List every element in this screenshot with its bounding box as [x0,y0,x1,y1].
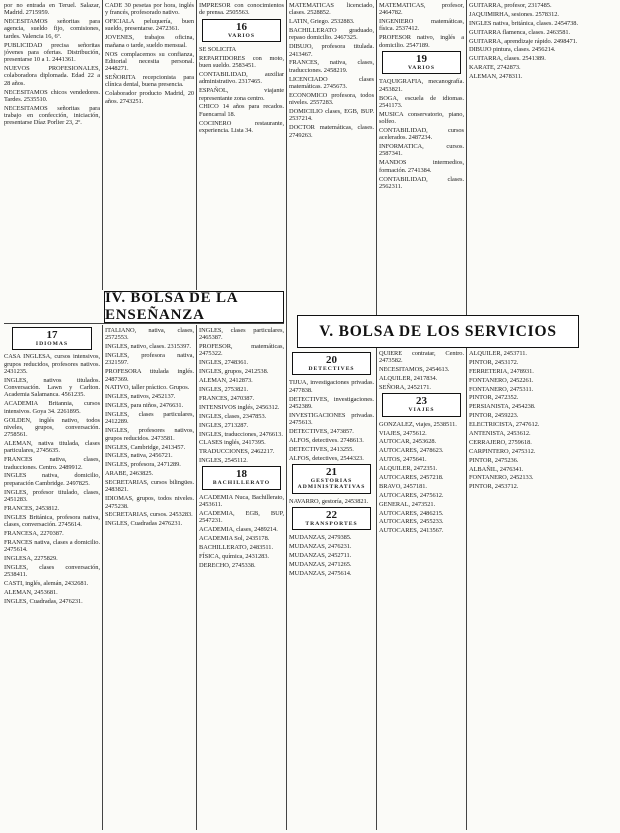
classified-ad: CHICO 14 años para recados. Fuencarral 18. [199,103,284,118]
classified-ad: CARPINTERO, 2475312. [469,447,536,455]
classified-ad: INGLES, Cuadradas 2476231. [105,520,183,528]
column-rule [466,0,467,830]
classified-ad: DETECTIVES, investigaciones. 2452389. [289,395,374,410]
section-title: GESTORIAS ADMINISTRATIVAS [297,477,366,491]
classified-ad: AUTOCAR, 2453628. [379,438,437,446]
classified-ad: AUTOCARES, 2478623. [379,447,444,455]
classified-ad: FONTANERO, 2452261. [469,376,534,384]
servicios-column-5 [379,350,464,830]
classified-ad: NAVARRO, gestoría, 2453821. [289,497,369,505]
classified-ad: GOLDEN, inglés nativo, todos niveles, grupos, conversación. 2758561. [4,416,100,439]
classified-ad: INGLES, 2753821. [199,386,249,394]
classified-ad: PINTOR, 2459223. [469,412,519,420]
classified-ad: INGLES, traducciones, 2476613. [199,430,283,438]
top-column-3 [199,2,284,288]
classified-ad: INGLES Británica, profesora nativa, clases, conversación. 2745614. [4,513,100,528]
section-number: 21 [326,465,337,478]
classified-ad: CADE 30 pesetas por hora, inglés y francés, profesorado nativo. [105,2,194,17]
classified-ad: DERECHO, 2745338. [199,561,256,569]
top-column-4 [289,2,374,314]
classified-ad: CONTABILIDAD, clases. 2562311. [379,175,464,190]
classified-ad: INGLES, nativos titulados. Conversación. Lawn y Carlton. Academia Salamanca. 4561235. [4,376,100,399]
classified-ad: INGLES nativa, británica, clases. 2454738. [469,19,578,27]
section-title: DETECTIVES [308,366,355,372]
section-header-gestorias [292,464,371,494]
classified-ad: INGLES, clases conversación, 2538411. [4,563,100,579]
section-title: VARIOS [227,32,256,39]
classified-ad: CONTABILIDAD, cursos acelerados. 2487234. [379,126,464,142]
section-header-transportes [292,507,371,530]
servicios-column-6 [469,350,617,830]
section-number: 22 [326,509,337,522]
classified-ad: COCINERO restaurante, experiencia. Lista 34. [199,119,284,134]
classified-ad: PINTOR, 2472352. [469,394,519,402]
servicios-column-4 [289,350,374,830]
classified-ad: AUTOCARES, 2486215. [379,509,444,517]
classified-ad: CLASES inglés, 2417395. [199,439,266,447]
classified-ad: ALQUILER, 2453711. [469,350,527,357]
classified-ad: JAQUIMIRHA, sesiones. 2578312. [469,10,559,18]
classified-ad: ALQUILER, 2417834. [379,375,438,383]
classified-ad: PROFESORA titulada inglés. 2487369. [105,368,194,383]
top-column-6 [469,2,617,314]
classified-ad: NECESITAMOS, 2454613. [379,366,450,374]
classified-ad: GUITARRA, aprendizaje rápido. 2498471. [469,37,578,45]
classified-ad: INGLES, clases, 2347853. [199,412,267,420]
classified-ad: TRADUCCIONES, 2462217. [199,448,275,456]
ensenanza-column-3 [199,327,284,830]
classified-ad: FRANCES, 2470387. [199,394,255,402]
section-number: 19 [416,52,427,65]
classified-ad: por no entrada en Teruel. Salazar, Madrid. 2715959. [4,2,100,17]
classified-ad: NECESITAMOS señoritas para trabajo en confección, iniciación, presentarse Díaz Porlier 23, 2º. [4,104,100,127]
classified-ad: DIBUJO, profesora titulada. 2413467. [289,43,374,58]
section-title: VARIOS [407,64,436,71]
classified-ad: INGLES, profesora nativa, 2321597. [105,352,194,367]
section-number: 18 [236,468,247,481]
classified-ad: ARABE, 2463825. [105,470,154,478]
classified-ad: NECESITAMOS señoritas para agencia, sueldo fijo, comisiones, tardes. Valencia 16, 6º. [4,18,100,40]
classified-ad: TAQUIGRAFIA, mecanografía. 2453821. [379,78,464,93]
top-column-2 [105,2,194,288]
classified-ad: INGLES, clases particulares, 2465387. [199,327,284,342]
classified-ad: SE SOLICITA [199,46,237,53]
classified-ad: PINTOR, 2453172. [469,358,519,366]
section-header-varios-19 [382,51,461,74]
classified-ad: Colaborador producto Madrid, 20 años. 2743251. [105,90,194,105]
classified-ad: INGENIERO matemáticas, física. 2537412. [379,18,464,33]
section-banner-servicios: V. BOLSA DE LOS SERVICIOS [297,315,579,348]
section-title: IDIOMAS [35,341,69,347]
classified-ad: INGLES, grupos, 2412538. [199,368,269,376]
classified-ad: PROFESOR nativo, inglés a domicilio. 2547189. [379,34,464,49]
classified-ad: INTENSIVOS inglés, 2456312. [199,403,280,411]
column-rule [196,0,197,290]
section-number: 23 [416,395,427,408]
classified-ad: REPARTIDORES con moto, buen sueldo. 2583451. [199,54,284,70]
section-header-detectives [292,352,371,375]
classified-ad: INGLES, nativo, clases. 2315397. [105,343,191,351]
section-number: 20 [326,354,337,366]
classified-ad: INGLES, 2545112. [199,457,248,465]
classified-ad: MUDANZAS, 2479385. [289,534,352,542]
classified-ad: INGLESA, 2275829. [4,554,58,562]
classified-ad: PUBLICIDAD precisa señoritas jóvenes para ofertas. Distribución, presentarse 10 a 1. 2441361. [4,41,100,64]
classified-ad: PROFESOR, matemáticas, 2475322. [199,343,284,358]
classified-ad: ACADEMIA Britannia, cursos intensivos. Goya 34. 2261895. [4,400,100,415]
classified-ad: IDIOMAS, grupos, todos niveles. 2475238. [105,495,194,510]
horizontal-rule [4,323,284,324]
classified-ad: MATEMATICAS, profesor, 2464782. [379,2,464,17]
classified-ad: MUDANZAS, 2475614. [289,570,352,578]
column-rule [196,325,197,830]
classified-ad: INGLES, 2748361. [199,359,249,367]
classified-ad: MUDANZAS, 2452711. [289,552,352,560]
classified-ad: JOVENES, trabajos oficina, mañana o tarde, sueldo mensual. [105,34,194,49]
classified-ad: DOCTOR matemáticas, clases. 2749263. [289,124,374,139]
classified-ad: MUDANZAS, 2471265. [289,561,352,569]
top-column-5 [379,2,464,314]
classified-ad: AUTOS, 2475641. [379,456,427,464]
classified-ad: SEÑORITA recepcionista para clínica dental, buena presencia. [105,74,194,89]
classified-ad: FRANCES nativa, clases, traducciones. Centro. 2489912. [4,456,100,471]
classified-ad: INGLES, Cambridge, 2413457. [105,443,186,451]
classified-ad: MUSICA conservatorio, piano, solfeo. [379,110,464,126]
classified-ad: FRANCES nativa, clases a domicilio. 2475614. [4,538,100,554]
classified-ad: GENERAL, 2473521. [379,500,436,508]
classified-ad: BOGA, escuela de idiomas. 2541173. [379,94,464,109]
classified-ad: ALBAÑIL, 2476341. [469,465,524,473]
column-rule [102,325,103,830]
classified-ad: PINTOR, 2475236. [469,456,519,464]
section-title: VIAJES [408,407,435,414]
classified-ad: ACADEMIA Nuca, Bachillerato, 2453611. [199,493,284,509]
classified-ad: LICENCIADO clases matemáticas. 2745673. [289,75,374,90]
classified-ad: IMPRESOR con conocimientos de prensa. 2505563. [199,2,284,17]
classified-ad: NECESITAMOS chicos vendedores. Tardes. 2535510. [4,88,100,103]
classified-ad: ALEMAN, 2478311. [469,73,523,81]
classified-ad: VIAJES, 2475612. [379,429,427,437]
classified-ad: INGLES, Cuadradas, 2476231. [4,597,83,605]
section-title: BACHILLERATO [212,480,271,487]
classified-ad: NUEVOS PROFESIONALES, colaboradora diplomada. Edad 22 a 28 años. [4,65,100,87]
section-title: TRANSPORTES [305,521,358,528]
classified-ad: ALEMAN, 2453681. [4,588,58,596]
classified-ad: INGLES, profesor titulado, clases, 2451283. [4,488,100,503]
column-rule [376,0,377,830]
classified-ad: MATEMATICAS licenciado, clases. 2528852. [289,2,374,17]
classified-ad: CONTABILIDAD, auxiliar administrativo. 2317465. [199,71,284,86]
classified-ad: BACHILLERATO, 2483511. [199,544,273,552]
classified-ad: FONTANERO, 2452133. [469,474,534,482]
classified-ad: ALEMAN, 2412873. [199,377,253,385]
classified-ad: GONZALEZ, viajes, 2538511. [379,420,457,428]
classified-ad: ESPAÑOL, viajante representante zona centro. [199,87,284,102]
classified-ad: FRANCES, 2453812. [4,504,60,512]
classified-ad: NATIVO, taller práctico. Grupos. [105,384,190,392]
section-number: 17 [46,329,58,341]
classified-ad: GUITARRA, clases. 2541389. [469,55,546,63]
classified-ad: ACADEMIA, clases, 2489214. [199,526,278,534]
classified-ad: BRAVO, 2457181. [379,482,427,490]
ensenanza-column-2 [105,327,194,830]
classified-ad: FRANCES, nativa, clases, traducciones. 2458219. [289,59,374,74]
classified-ad: OFICIALA peluquería, buen sueldo, presentarse. 2472361. [105,18,194,33]
top-column-1 [4,2,100,288]
section-header-bachillerato [202,466,281,489]
ensenanza-column-1 [4,327,100,830]
classified-ad: INGLES, clases particulares, 2412289. [105,411,194,426]
classified-ad: DETECTIVES, 2473857. [289,427,354,435]
classified-ad: FRANCESA, 2270387. [4,529,64,537]
classified-ad: AUTOCARES, 2475612. [379,491,444,499]
classified-ad: ACADEMIA Sol, 2435178. [199,535,270,543]
classified-ad: FERRETERIA, 2478931. [469,367,534,375]
classified-ad: BACHILLERATO graduado, repaso domicilio. 2467325. [289,27,374,42]
classified-ad: DIBUJO pintura, clases. 2456214. [469,46,556,54]
classified-ad: GUITARRA flamenca, clases. 2463581. [469,28,571,36]
classified-ad: SEÑORA, 2452171. [379,383,431,391]
classified-ad: KARATE, 2742873. [469,64,521,72]
classified-ad: ALEMAN, nativa titulada, clases particulares, 2745635. [4,440,100,455]
classified-ad: ELECTRICISTA, 2747612. [469,421,540,429]
classified-ad: CASTI, inglés, alemán, 2432681. [4,580,89,588]
classified-ad: MUDANZAS, 2476231. [289,543,352,551]
classified-ad: QUIERE contratar, Centro. 2473582. [379,350,464,365]
classified-ad: FÍSICA, química, 2431283. [199,552,269,560]
classified-ad: INFORMATICA, cursos. 2587341. [379,143,464,158]
classified-ad: ECONOMICO profesora, todos niveles. 2557283. [289,91,374,107]
section-number: 16 [236,20,247,33]
section-header-viajes [382,393,461,416]
classified-ad: AUTOCARES, 2413567. [379,527,444,535]
column-rule [286,0,287,830]
classified-ad: MANDOS intermedios, formación. 2741384. [379,159,464,174]
section-header-idiomas [12,327,92,350]
classified-ad: PINTOR, 2453712. [469,483,519,491]
classified-ad: INGLES, profesora, 2471289. [105,461,181,469]
classified-ad: INGLES nativa, domicilio, preparación Cambridge. 2497825. [4,472,100,487]
classified-ad: DOMICILIO clases, EGB, BUP. 2537214. [289,108,374,123]
classified-ad: ALQUILER, 2472351. [379,465,438,473]
classified-ad: ACADEMIA, EGB, BUP, 2547231. [199,510,284,525]
classified-ad: INGLES, nativa, 2456721. [105,452,173,460]
classified-ad: INGLES, para niños, 2476631. [105,402,184,410]
classified-ad: ITALIANO, nativa, clases, 2572553. [105,327,194,342]
classified-ad: INVESTIGACIONES privadas. 2475613. [289,411,374,427]
classified-ad: INGLES, nativos, 2452137. [105,393,176,401]
classified-ad: AUTOCARES, 2457218. [379,474,444,482]
classified-ad: SECRETARIAS, cursos bilingües. 2483821. [105,479,194,494]
classified-ad: DETECTIVES, 2413255. [289,445,354,453]
classified-ad: INGLES, 2713287. [199,421,249,429]
classified-ad: FONTANERO, 2475311. [469,385,534,393]
classified-ad: INGLES, profesores nativos, grupos reducidos. 2473581. [105,427,194,442]
classified-ad: TIJUA, investigaciones privadas. 2477838. [289,379,374,394]
classified-ad: ALFOS, detectives. 2748613. [289,436,364,444]
classified-ad: NOS complacemos su confianza, Editorial necesita personal. 2448271. [105,50,194,73]
classified-ad: LATIN, Griego. 2532883. [289,18,355,26]
classified-ad: ALFOS, detectives, 2544323. [289,454,364,462]
classified-ad: GUITARRA, profesor, 2317485. [469,2,552,9]
classified-ad: AUTOCARES, 2455233. [379,518,444,526]
column-rule [102,0,103,290]
section-header-varios-16 [202,19,281,42]
classified-ad: SECRETARIAS, cursos. 2453283. [105,511,193,519]
classified-ad: CERRAJERO, 2759618. [469,438,532,446]
classified-ad: ANTENISTA, 2453612. [469,430,531,438]
classified-ad: CASA INGLESA, cursos intensivos, grupos reducidos, profesores nativos. 2431235. [4,353,100,375]
classified-ad: PERSIANISTA, 2454238. [469,403,536,411]
section-banner-ensenanza: IV. BOLSA DE LA ENSEÑANZA [104,291,284,323]
